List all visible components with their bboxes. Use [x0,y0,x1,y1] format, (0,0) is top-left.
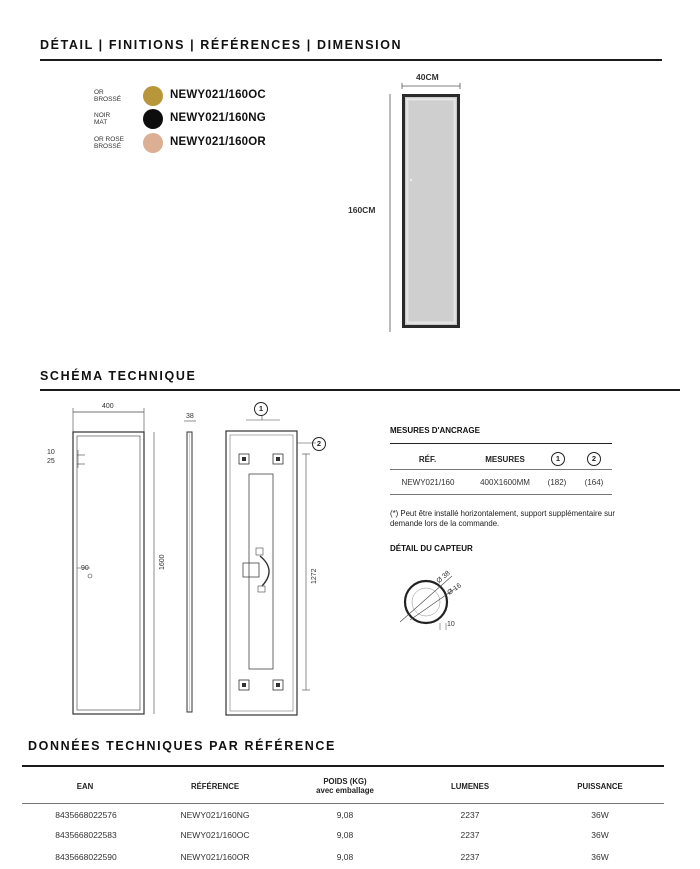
dim-front-width: 400 [102,403,114,410]
swatch-noir-mat [143,109,163,129]
donnees-cell-poids: 9,08 [336,830,354,840]
side-view-drawing [178,413,208,718]
finish-label-or-rose: OR ROSE BROSSÉ [94,136,124,150]
swatch-or-brosse [143,86,163,106]
donnees-cell-puissance: 36W [591,852,609,862]
donnees-header-lumenes: LUMENES [450,782,490,791]
mirror-illustration [380,80,480,335]
donnees-header-puissance: PUISSANCE [577,782,623,791]
donnees-divider [22,803,664,804]
donnees-cell-puissance: 36W [591,810,609,820]
ref-or: NEWY021/160OR [170,136,266,148]
capteur-title: DÉTAIL DU CAPTEUR [390,544,473,553]
capteur-d10: 10 [447,621,455,628]
mesures-header-mesures: MESURES [485,455,525,464]
mesures-header-2-icon: 2 [587,452,601,466]
section-rule [40,389,680,391]
finish-label-or: OR BROSSÉ [94,89,122,103]
mesures-cell-ref: NEWY021/160 [401,478,455,487]
donnees-cell-reference: NEWY021/160NG [180,810,250,820]
mesures-cell-2: (164) [584,478,604,487]
dim-width-label: 40CM [416,72,439,82]
dim-anchor-1272: 1272 [311,568,318,584]
mesures-rule [390,443,612,444]
dim-offset-10: 10 [47,449,55,456]
donnees-cell-lumenes: 2237 [460,810,480,820]
donnees-cell-ean: 8435668022576 [55,810,117,820]
ref-oc: NEWY021/160OC [170,89,266,101]
donnees-cell-poids: 9,08 [336,852,354,862]
swatch-or-rose [143,133,163,153]
install-note: (*) Peut être installé horizontalement, support supplémentaire sur demande lors de la commande. [390,509,615,528]
section-rule [40,59,662,61]
dim-height-label: 160CM [348,205,376,215]
capteur-d16: Ø 16 [446,582,463,597]
capteur-drawing [390,560,470,635]
dim-sensor-90: 90 [81,565,89,572]
mesures-bottom-rule [390,494,612,495]
donnees-cell-reference: NEWY021/160OC [180,830,250,840]
section-title-schema: SCHÉMA TECHNIQUE [40,369,197,383]
section-title-donnees: DONNÉES TECHNIQUES PAR RÉFÉRENCE [28,739,336,753]
marker-2-icon: 2 [312,437,326,451]
donnees-header-reference: RÉFÉRENCE [190,782,240,791]
dim-offset-25: 25 [47,458,55,465]
capteur-d38: Ø 38 [435,569,452,586]
donnees-cell-poids: 9,08 [336,810,354,820]
mesures-header-1-icon: 1 [551,452,565,466]
donnees-cell-ean: 8435668022590 [55,852,117,862]
donnees-cell-reference: NEWY021/160OR [180,852,250,862]
section-rule [22,765,664,767]
section-title-detail: DÉTAIL | FINITIONS | RÉFÉRENCES | DIMENSION [40,38,403,52]
donnees-cell-puissance: 36W [591,830,609,840]
mesures-header-ref: RÉF. [418,455,437,464]
finish-label-noir: NOIR MAT [94,112,111,126]
donnees-cell-lumenes: 2237 [460,830,480,840]
mesures-title: MESURES D'ANCRAGE [390,426,480,435]
mesures-divider [390,469,612,470]
ref-ng: NEWY021/160NG [170,112,266,124]
donnees-cell-ean: 8435668022583 [55,830,117,840]
dim-height-1600: 1600 [159,554,166,570]
marker-1-icon: 1 [254,402,268,416]
mesures-cell-mesures: 400X1600MM [480,478,530,487]
donnees-header-ean: EAN [76,782,94,791]
donnees-header-poids: POIDS (KG) avec emballage [316,777,374,795]
donnees-cell-lumenes: 2237 [460,852,480,862]
mesures-cell-1: (182) [547,478,567,487]
dim-side-depth: 38 [186,413,194,420]
